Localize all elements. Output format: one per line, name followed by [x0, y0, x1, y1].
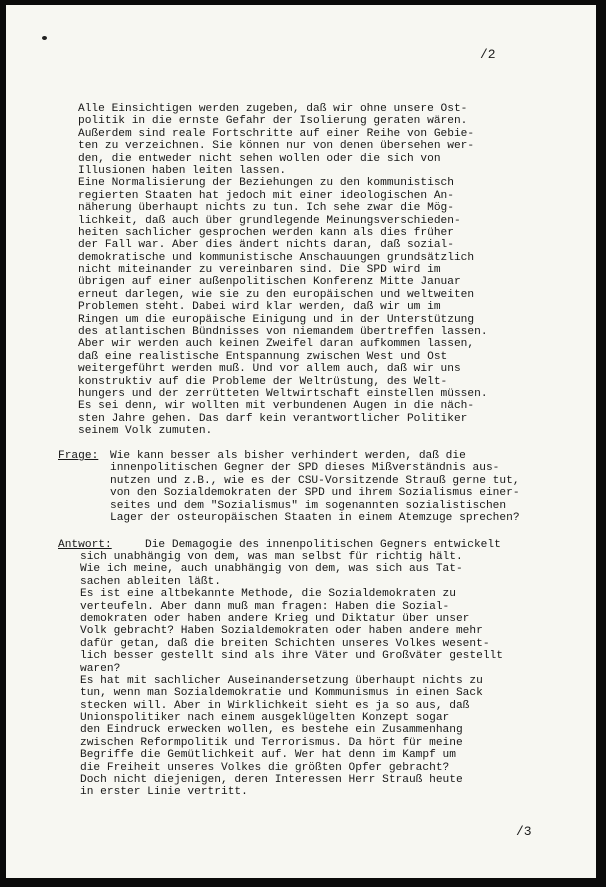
text-line: Unionspolitiker nach einem ausgeklügelten Konzept sogar — [80, 712, 450, 725]
text-line: ten zu verzeichnen. Sie können nur von denen übersehen wer- — [78, 140, 475, 153]
text-line: sachen ableiten läßt. — [80, 575, 221, 588]
text-line: seites und dem "Sozialismus" im sogenannten sozialistischen — [110, 499, 507, 512]
text-line: heiten sachlicher gesprochen werden kann als dies früher — [78, 226, 454, 239]
text-line: des atlantischen Bündnisses von niemandem übertreffen lassen. — [78, 326, 488, 339]
text-line: sich unabhängig von dem, was man selbst für richtig hält. — [80, 551, 463, 563]
text-line: zwischen Reformpolitik und Terrorismus. Da hört für meine — [80, 736, 463, 749]
text-line: erneut darlegen, wie sie zu den europäischen und weltweiten — [78, 288, 475, 301]
text-line: Ringen um die europäische Einigung und in der Unterstützung — [78, 313, 475, 326]
text-line: demokratische und kommunistische Anschauungen grundsätzlich — [78, 251, 475, 264]
text-line: der Fall war. Aber dies ändert nichts daran, daß sozial- — [78, 239, 454, 252]
text-line: hungers und der zerrütteten Weltwirtschaft einstellen müssen. — [78, 387, 488, 400]
text-line: Wie ich meine, auch unabhängig von dem, was sich aus Tat- — [80, 563, 463, 576]
text-line: sten Jahre gehen. Das darf kein verantwortlicher Politiker — [78, 412, 468, 425]
text-line: den Eindruck erwecken wollen, es bestehe ein Zusammenhang — [80, 724, 463, 737]
document-page — [6, 5, 596, 878]
text-line: verteufeln. Aber dann muß man fragen: Haben die Sozial- — [80, 600, 450, 613]
text-line: dafür getan, daß die breiten Schichten unseres Volkes wesent- — [80, 637, 490, 650]
page-number-top: /2 — [480, 47, 496, 62]
text-line: seinem Volk zumuten. — [78, 425, 213, 438]
text-line: Aber wir werden auch keinen Zweifel daran aufkommen lassen, — [78, 338, 475, 351]
text-line: Lager der osteuropäischen Staaten in einem Atemzuge sprechen? — [110, 511, 520, 524]
text-line: Doch nicht diejenigen, deren Interessen Herr Strauß heute — [80, 774, 463, 787]
text-line: näherung überhaupt nichts zu tun. Ich sehe zwar die Mög- — [78, 202, 454, 215]
text-line: nutzen und z.B., wie es der CSU-Vorsitzende Strauß gerne tut, — [110, 474, 520, 487]
answer-first-line — [145, 539, 501, 551]
text-line: übrigen auf einer außenpolitischen Konferenz Mitte Januar — [78, 276, 461, 289]
text-line: Es sei denn, wir wollten mit verbundenen Augen in die näch- — [78, 400, 475, 413]
paragraph-ostpolitik — [78, 103, 488, 438]
text-line: Illusionen haben leiten lassen. — [78, 164, 287, 177]
scan-speck — [42, 36, 47, 40]
text-line: die Freiheit unseres Volkes die größten Opfer gebracht? — [80, 761, 450, 774]
answer-text — [80, 551, 503, 799]
text-line: Es ist eine altbekannte Methode, die Sozialdemokraten zu — [80, 588, 456, 601]
text-line: Begriffe die Gemütlichkeit auf. Wer hat denn im Kampf um — [80, 749, 456, 762]
text-line: Eine Normalisierung der Beziehungen zu den kommunistisch — [78, 177, 454, 190]
text-line: waren? — [80, 662, 121, 675]
text-line: Alle Einsichtigen werden zugeben, daß wir ohne unsere Ost- — [78, 103, 468, 115]
text-line: Wie kann besser als bisher verhindert werden, daß die — [110, 450, 466, 462]
text-line: weitergeführt werden muß. Und vor allem auch, daß wir uns — [78, 363, 461, 376]
text-line: stecken will. Aber in Wirklichkeit sieht es ja so aus, daß — [80, 699, 470, 712]
answer-label: Antwort: — [58, 539, 112, 551]
text-line: Außerdem sind reale Fortschritte auf einer Reihe von Gebie- — [78, 127, 475, 140]
text-line: Volk gebracht? Haben Sozialdemokraten oder haben andere mehr — [80, 625, 483, 638]
text-line: demokraten oder haben andere Krieg und Diktatur über unser — [80, 612, 470, 625]
text-line: lichkeit, daß auch über grundlegende Meinungsverschieden- — [78, 214, 461, 227]
text-line: nicht miteinander zu vereinbaren sind. Die SPD wird im — [78, 264, 441, 277]
text-line: regierten Staaten hat jedoch mit einer ideologischen An- — [78, 189, 454, 202]
text-line: den, die entweder nicht sehen wollen oder die sich von — [78, 152, 441, 165]
question-label: Frage: — [58, 450, 99, 462]
question-text — [110, 450, 520, 524]
text-line: in erster Linie vertritt. — [80, 786, 248, 799]
text-line: Problemen steht. Dabei wird klar werden, daß wir um im — [78, 301, 441, 314]
text-line: Die Demagogie des innenpolitischen Gegners entwickelt — [145, 539, 501, 551]
text-line: Es hat mit sachlicher Auseinandersetzung überhaupt nichts zu — [80, 674, 483, 687]
page-number-bottom: /3 — [516, 824, 532, 839]
text-line: innenpolitischen Gegner der SPD dieses Mißverständnis aus- — [110, 462, 500, 475]
text-line: konstruktiv auf die Probleme der Weltrüstung, des Welt- — [78, 375, 448, 388]
text-line: daß eine realistische Entspannung zwischen West und Ost — [78, 350, 448, 363]
text-line: von den Sozialdemokraten der SPD und ihrem Sozialismus einer- — [110, 487, 520, 500]
text-line: tun, wenn man Sozialdemokratie und Kommunismus in einen Sack — [80, 687, 483, 700]
text-line: politik in die ernste Gefahr der Isolierung geraten wären. — [78, 115, 468, 128]
text-line: lich besser gestellt sind als ihre Väter und Großväter gestellt — [80, 650, 503, 663]
